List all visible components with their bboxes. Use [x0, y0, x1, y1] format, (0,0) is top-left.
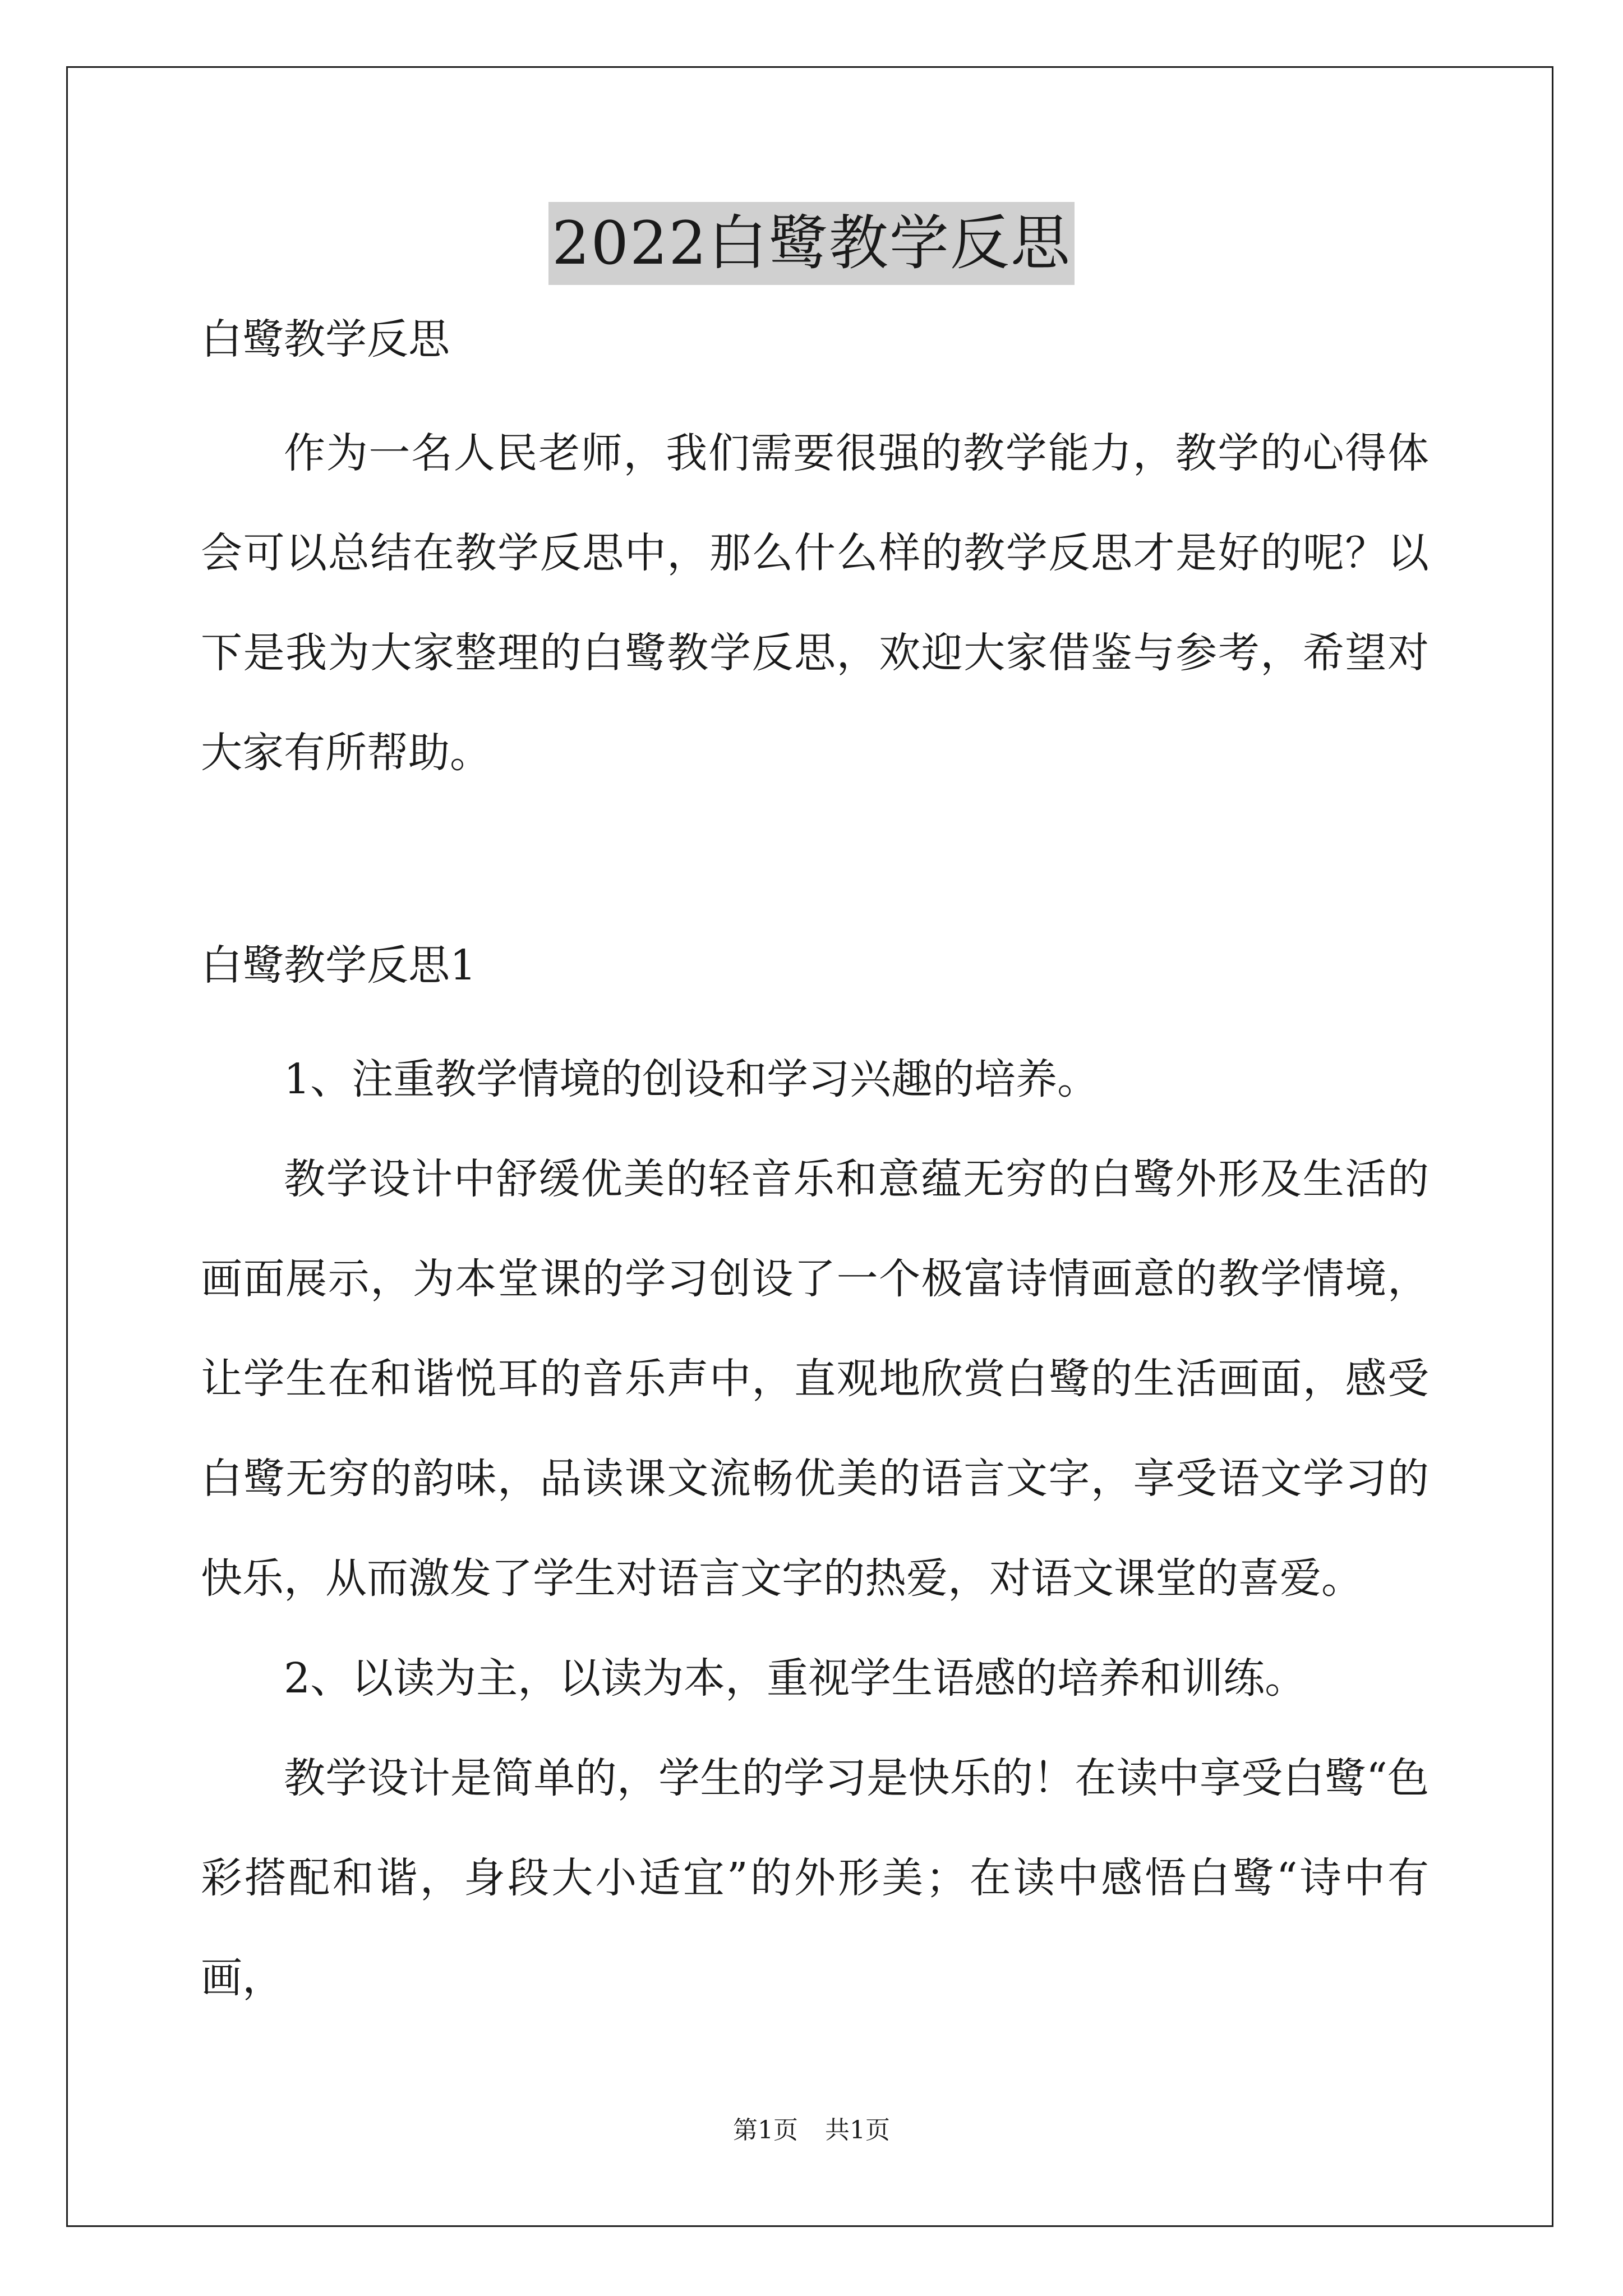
page-number-current: 第1页	[733, 2116, 798, 2145]
spacer	[201, 993, 1429, 1029]
page-footer	[0, 2114, 1623, 2147]
intro-paragraph: 作为一名人民老师，我们需要很强的教学能力，教学的心得体会可以总结在教学反思中，那么什么样的教学反思才是好的呢？以下是我为大家整理的白鹭教学反思，欢迎大家借鉴与参考，希望对大家有所帮助。	[201, 429, 1429, 777]
page-number-total: 共1页	[825, 2116, 890, 2145]
document-body	[201, 311, 1429, 2028]
body-paragraph: 2、以读为主，以读为本，重视学生语感的培养和训练。	[284, 1654, 1307, 1703]
section-heading: 白鹭教学反思1	[201, 941, 477, 990]
title-wrap	[0, 202, 1623, 285]
spacer	[201, 803, 1429, 937]
spacer	[201, 367, 1429, 403]
body-paragraph: 教学设计是简单的，学生的学习是快乐的！在读中享受白鹭“色彩搭配和谐，身段大小适宜”的外形美；在读中感悟白鹭“诗中有画，	[201, 1754, 1429, 2002]
body-paragraph: 教学设计中舒缓优美的轻音乐和意蕴无穷的白鹭外形及生活的画面展示，为本堂课的学习创设了一个极富诗情画意的教学情境，让学生在和谐悦耳的音乐声中，直观地欣赏白鹭的生活画面，感受白鹭无穷的韵味，品读课文流畅优美的语言文字，享受语文学习的快乐，从而激发了学生对语言文字的热爱，对语文课堂的喜爱。	[201, 1155, 1429, 1603]
document-title: 2022白鹭教学反思	[548, 202, 1075, 285]
intro-heading: 白鹭教学反思	[201, 315, 450, 364]
body-paragraph: 1、注重教学情境的创设和学习兴趣的培养。	[284, 1055, 1099, 1103]
